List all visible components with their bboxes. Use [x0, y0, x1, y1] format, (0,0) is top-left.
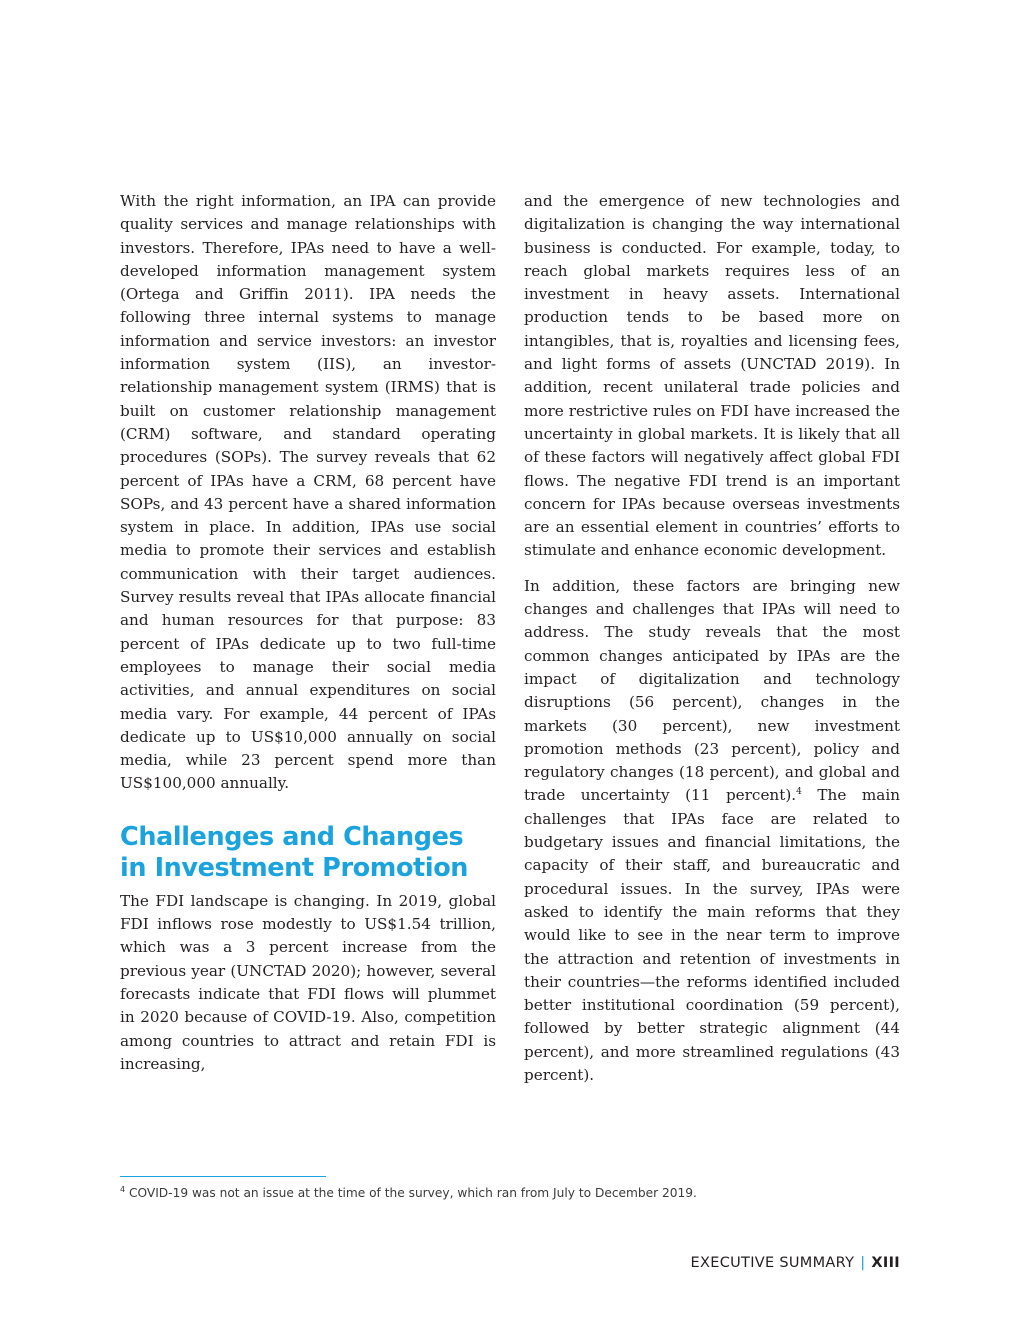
body-paragraph: With the right information, an IPA can provide quality services and manage relationships with investors. Therefore, IPAs need to have a well-developed information management system (Ortega and Griffin 2011). IPA needs the following three internal systems to manage information and service investors: an investor information system (IIS), an investor-relationship management system (IRMS) that is built on customer relationship management (CRM) software, and standard operating procedures (SOPs). The survey reveals that 62 percent of IPAs have a CRM, 68 percent have SOPs, and 43 percent have a shared information system in place. In addition, IPAs use social media to promote their services and establish communication with their target audiences. Survey results reveal that IPAs allocate financial and human resources for that purpose: 83 percent of IPAs dedicate up to two full-time employees to manage their social media activities, and annual expenditures on social media vary. For example, 44 percent of IPAs dedicate up to US$10,000 annually on social media, while 23 percent spend more than US$100,000 annually.: [120, 192, 496, 793]
left-column: [120, 190, 496, 1076]
footnote-text: COVID-19 was not an issue at the time of the survey, which ran from July to December 2019.: [125, 1186, 697, 1200]
page-footer: [691, 1255, 900, 1271]
footnote-divider: [120, 1176, 326, 1177]
body-paragraph: The FDI landscape is changing. In 2019, global FDI inflows rose modestly to US$1.54 trillion, which was a 3 percent increase from the previous year (UNCTAD 2020); however, several forecasts indicate that FDI flows will plummet in 2020 because of COVID-19. Also, competition among countries to attract and retain FDI is increasing,: [120, 891, 496, 1073]
page-number: XIII: [871, 1255, 900, 1271]
paragraph-text: In addition, these factors are bringing new changes and challenges that IPAs will need to address. The study reveals that the most common changes anticipated by IPAs are the impact of digitalization and technology disruptions (56 percent), changes in the markets (30 percent), new investment promotion methods (23 percent), policy and regulatory changes (18 percent), and global and trade uncertainty (11 percent).: [524, 576, 900, 805]
right-column: [524, 190, 900, 1087]
footnote: [120, 1186, 900, 1200]
footer-separator: |: [860, 1255, 866, 1271]
body-paragraph: and the emergence of new technologies and digitalization is changing the way international business is conducted. For example, today, to reach global markets requires less of an investment in heavy assets. International production tends to be based more on intangibles, that is, royalties and licensing fees, and light forms of assets (UNCTAD 2019). In addition, recent unilateral trade policies and more restrictive rules on FDI have increased the uncertainty in global markets. It is likely that all of these factors will negatively affect global FDI flows. The negative FDI trend is an important concern for IPAs because overseas investments are an essential element in countries’ efforts to stimulate and enhance economic development.: [524, 192, 900, 560]
running-section-title: EXECUTIVE SUMMARY: [690, 1255, 855, 1271]
footnote-reference[interactable]: 4: [796, 787, 802, 798]
body-paragraph: [524, 575, 900, 1088]
footnote-marker: 4: [120, 1184, 126, 1194]
section-heading: Challenges and Changes in Investment Promotion: [120, 821, 469, 883]
paragraph-text: The main challenges that IPAs face are related to budgetary issues and financial limitations, the capacity of their staff, and bureaucratic and procedural issues. In the survey, IPAs were asked to identify the main reforms that they would like to see in the near term to improve the attraction and retention of investments in their countries—the reforms identified included better institutional coordination (59 percent), followed by better strategic alignment (44 percent), and more streamlined regulations (43 percent).: [524, 786, 900, 1084]
